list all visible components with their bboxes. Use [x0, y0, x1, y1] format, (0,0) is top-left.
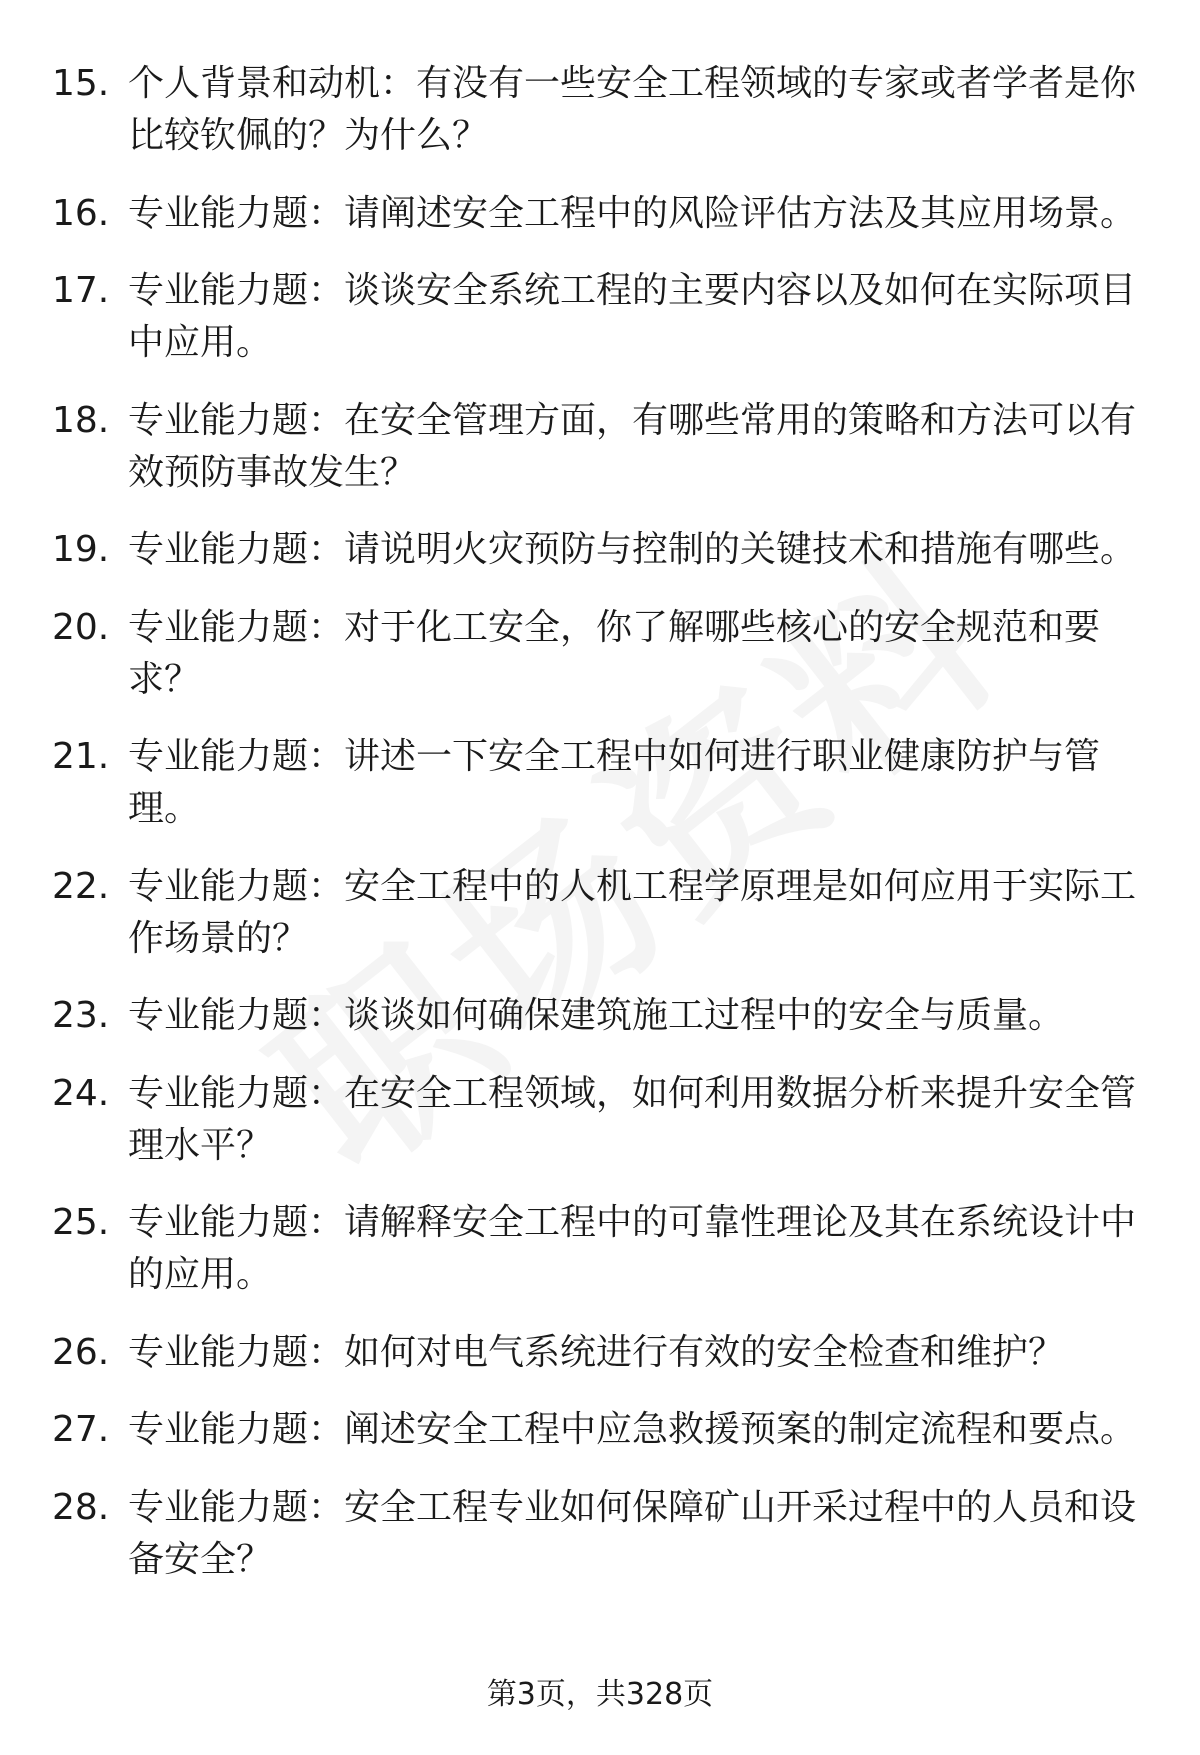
list-item — [0, 1327, 1200, 1379]
question-number: 26. — [52, 1331, 110, 1373]
question-number: 16. — [52, 192, 110, 234]
question-text: 专业能力题：阐述安全工程中应急救援预案的制定流程和要点。 — [128, 1409, 1137, 1450]
question-number: 19. — [52, 529, 110, 570]
question-number: 22. — [52, 865, 110, 907]
question-text: 专业能力题：谈谈如何确保建筑施工过程中的安全与质量。 — [128, 995, 1065, 1036]
question-text: 个人背景和动机：有没有一些安全工程领域的专家或者学者是你比较钦佩的？为什么？ — [128, 63, 1137, 156]
question-number: 21. — [52, 736, 110, 777]
question-text: 专业能力题：谈谈安全系统工程的主要内容以及如何在实际项目中应用。 — [128, 270, 1137, 363]
question-number: 24. — [52, 1072, 110, 1114]
list-item — [0, 731, 1200, 835]
question-number: 20. — [52, 606, 110, 648]
question-text: 专业能力题：请说明火灾预防与控制的关键技术和措施有哪些。 — [128, 529, 1137, 570]
list-item — [0, 1404, 1200, 1456]
list-item — [0, 1068, 1200, 1172]
list-item — [0, 188, 1200, 240]
question-text: 专业能力题：对于化工安全，你了解哪些核心的安全规范和要求？ — [128, 606, 1101, 700]
question-number: 18. — [52, 399, 110, 441]
question-number: 25. — [52, 1202, 110, 1243]
question-text: 专业能力题：安全工程专业如何保障矿山开采过程中的人员和设备安全？ — [128, 1486, 1137, 1580]
question-text: 专业能力题：在安全管理方面，有哪些常用的策略和方法可以有效预防事故发生？ — [128, 399, 1137, 493]
question-text: 专业能力题：如何对电气系统进行有效的安全检查和维护？ — [128, 1331, 1065, 1373]
question-number: 17. — [52, 270, 110, 311]
question-text: 专业能力题：请解释安全工程中的可靠性理论及其在系统设计中的应用。 — [128, 1202, 1137, 1295]
page-footer: 第3页，共328页 — [486, 1677, 714, 1712]
list-item — [0, 1197, 1200, 1301]
list-item — [0, 1482, 1200, 1586]
question-number: 28. — [52, 1486, 110, 1528]
question-number: 27. — [52, 1409, 110, 1450]
question-number: 23. — [52, 995, 110, 1036]
question-text: 专业能力题：在安全工程领域，如何利用数据分析来提升安全管理水平？ — [128, 1072, 1137, 1166]
list-item — [0, 861, 1200, 965]
question-number: 15. — [52, 63, 110, 104]
question-text: 专业能力题：请阐述安全工程中的风险评估方法及其应用场景。 — [128, 192, 1137, 234]
list-item — [0, 990, 1200, 1042]
list-item — [0, 602, 1200, 706]
list-item — [0, 524, 1200, 576]
question-text: 专业能力题：讲述一下安全工程中如何进行职业健康防护与管理。 — [128, 736, 1101, 829]
question-text: 专业能力题：安全工程中的人机工程学原理是如何应用于实际工作场景的？ — [128, 865, 1137, 959]
question-list — [0, 58, 1200, 1611]
list-item — [0, 265, 1200, 369]
list-item — [0, 395, 1200, 499]
list-item — [0, 58, 1200, 162]
